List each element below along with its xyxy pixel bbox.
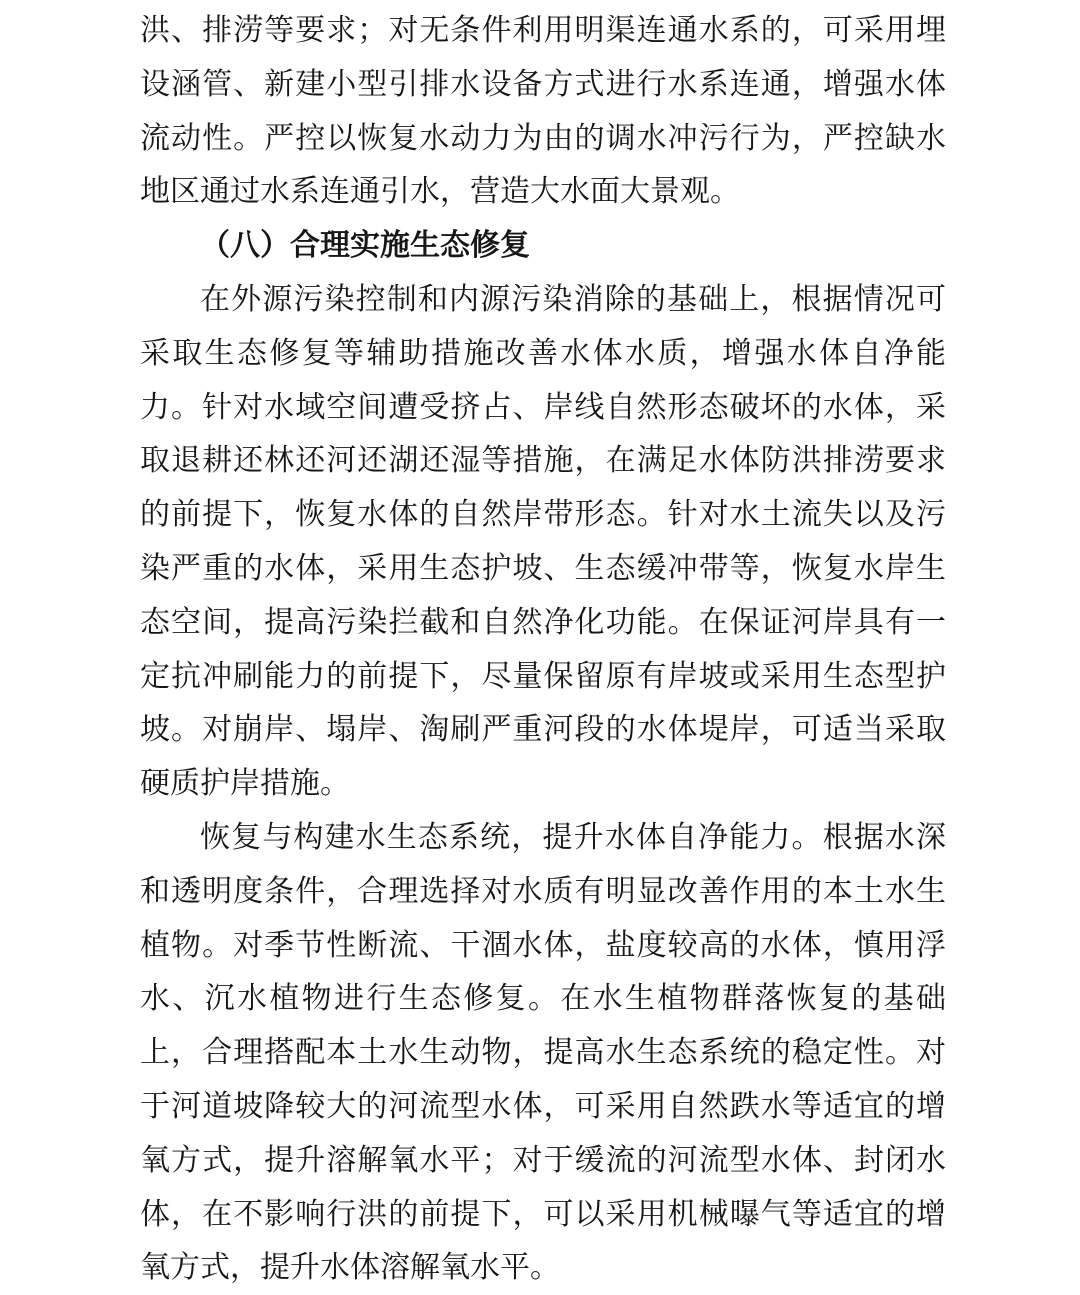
paragraph-ecological-restoration: 在外源污染控制和内源污染消除的基础上，根据情况可采取生态修复等辅助措施改善水体水质，增强水体自净能力。针对水域空间遭受挤占、岸线自然形态破坏的水体，采取退耕还林还河还湖还湿等措施，在满足水体防洪排涝要求的前提下，恢复水体的自然岸带形态。针对水土流失以及污染严重的水体，采用生态护坡、生态缓冲带等，恢复水岸生态空间，提高污染拦截和自然净化功能。在保证河岸具有一定抗冲刷能力的前提下，尽量保留原有岸坡或采用生态型护坡。对崩岸、塌岸、淘刷严重河段的水体堤岸，可适当采取硬质护岸措施。 — [140, 282, 946, 801]
paragraph-continuation: 洪、排涝等要求；对无条件利用明渠连通水系的，可采用埋设涵管、新建小型引排水设备方式进行水系连通，增强水体流动性。严控以恢复水动力为由的调水冲污行为，严控缺水地区通过水系连通引水，营造大水面大景观。 — [140, 14, 946, 209]
document-text-block — [140, 4, 946, 1295]
paragraph-aquatic-ecosystem: 恢复与构建水生态系统，提升水体自净能力。根据水深和透明度条件，合理选择对水质有明显改善作用的本土水生植物。对季节性断流、干涸水体，盐度较高的水体，慎用浮水、沉水植物进行生态修复。在水生植物群落恢复的基础上，合理搭配本土水生动物，提高水生态系统的稳定性。对于河道坡降较大的河流型水体，可采用自然跌水等适宜的增氧方式，提升溶解氧水平；对于缓流的河流型水体、封闭水体，在不影响行洪的前提下，可以采用机械曝气等适宜的增氧方式，提升水体溶解氧水平。 — [140, 820, 946, 1285]
section-heading: （八）合理实施生态修复 — [200, 229, 530, 263]
